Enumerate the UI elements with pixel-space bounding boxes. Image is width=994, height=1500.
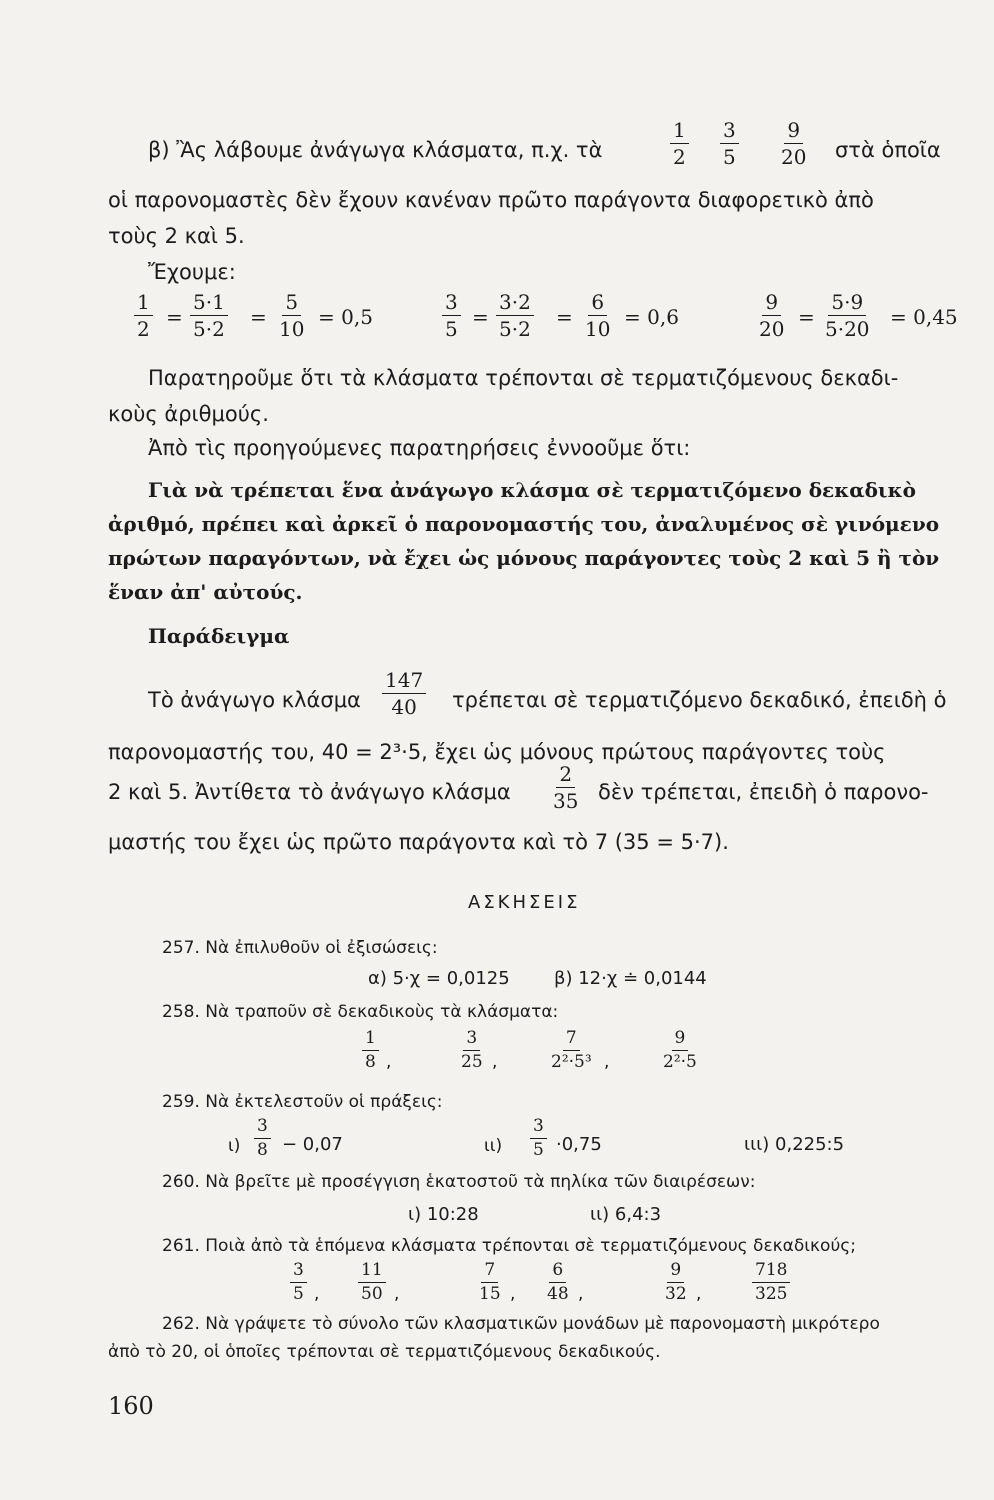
exercise-260-ii: ιι) 6,4:3 <box>590 1204 662 1225</box>
comma: , <box>696 1284 702 1304</box>
exercise-261-frac-4: 6 48 <box>547 1260 569 1304</box>
intro-fraction-1: 1 2 <box>670 120 689 167</box>
comma: , <box>314 1284 320 1304</box>
exercise-259-iii: ιιι) 0,225:5 <box>744 1134 845 1155</box>
eq2-frac-c: 6 10 <box>585 290 611 341</box>
example-fraction-2-35: 2 35 <box>553 762 579 813</box>
comma: , <box>510 1284 516 1304</box>
eq1-frac-c: 5 10 <box>279 290 305 341</box>
exercise-259-i-frac: 3 8 <box>254 1118 271 1159</box>
intro-fraction-2: 3 5 <box>720 120 739 167</box>
eq2-sign-2: = <box>556 305 573 329</box>
exercise-261-frac-2: 11 50 <box>358 1262 386 1303</box>
rule-line-2: ἀριθμό, πρέπει καὶ ἀρκεῖ ὁ παρονομαστής του, ἀναλυμένος σὲ γινόμενο <box>108 512 940 536</box>
exercise-257-b: β) 12·χ ≐ 0,0144 <box>554 968 707 989</box>
eq1-frac-a: 1 2 <box>134 292 153 339</box>
rule-line-3: πρώτων παραγόντων, νὰ ἔχει ὡς μόνους παράγοντες τοὺς 2 καὶ 5 ἢ τὸν <box>108 546 940 570</box>
rule-line-4: ἕναν ἀπ' αὐτούς. <box>108 580 303 604</box>
exercise-258-frac-1: 1 8 <box>362 1030 379 1071</box>
example-line-4: μαστής του ἔχει ὡς πρῶτο παράγοντα καὶ τὸ 7 (35 = 5·7). <box>108 830 729 854</box>
comma: , <box>578 1284 584 1304</box>
exercise-259-i-label: ι) <box>228 1136 241 1156</box>
exercise-258-frac-2: 3 25 <box>461 1028 483 1072</box>
intro-have: Ἔχουμε: <box>148 260 236 284</box>
example-line-3b: δὲν τρέπεται, ἐπειδὴ ὁ παρονο- <box>598 780 929 804</box>
exercise-261-frac-3: 7 15 <box>479 1260 501 1304</box>
rule-line-1: Γιὰ νὰ τρέπεται ἕνα ἀνάγωγο κλάσμα σὲ τερματιζόμενο δεκαδικὸ <box>148 478 916 502</box>
comma: , <box>394 1284 400 1304</box>
observation-line-3: Ἀπὸ τὶς προηγούμενες παρατηρήσεις ἐννοοῦμε ὅτι: <box>148 436 691 460</box>
intro-line-3: τοὺς 2 καὶ 5. <box>108 224 245 248</box>
example-line-3a: 2 καὶ 5. Ἀντίθετα τὸ ἀνάγωγο κλάσμα <box>108 780 511 804</box>
exercise-260-i: ι) 10:28 <box>408 1204 479 1225</box>
comma: , <box>386 1052 392 1072</box>
eq1-result: = 0,5 <box>318 305 373 329</box>
example-heading: Παράδειγμα <box>148 624 290 648</box>
page-number: 160 <box>108 1392 154 1420</box>
comma: , <box>604 1052 610 1072</box>
observation-line-2: κοὺς ἀριθμούς. <box>108 402 269 426</box>
exercise-259-i-rest: − 0,07 <box>282 1134 343 1155</box>
eq1-sign-1: = <box>166 305 183 329</box>
intro-tail: στὰ ὁποῖα <box>835 138 941 162</box>
example-fraction-147-40: 147 40 <box>382 670 426 717</box>
eq2-sign-1: = <box>472 305 489 329</box>
exercise-258-frac-3: 7 2²·5³ <box>551 1028 592 1072</box>
exercise-261-frac-5: 9 32 <box>665 1260 687 1304</box>
exercise-260-label: 260. Νὰ βρεῖτε μὲ προσέγγιση ἑκατοστοῦ τὰ πηλίκα τῶν διαιρέσεων: <box>162 1172 756 1192</box>
eq2-result: = 0,6 <box>624 305 679 329</box>
exercise-259-ii-frac: 3 5 <box>530 1118 547 1159</box>
exercise-262-line-1: 262. Νὰ γράψετε τὸ σύνολο τῶν κλασματικῶν μονάδων μὲ παρονομαστὴ μικρότερο <box>162 1314 880 1334</box>
intro-line-1: β) Ἂς λάβουμε ἀνάγωγα κλάσματα, π.χ. τὰ <box>148 138 603 162</box>
exercise-259-ii-label: ιι) <box>484 1136 503 1156</box>
comma: , <box>492 1052 498 1072</box>
intro-line-2: οἱ παρονομαστὲς δὲν ἔχουν κανέναν πρῶτο παράγοντα διαφορετικὸ ἀπὸ <box>108 188 874 212</box>
observation-line-1: Παρατηροῦμε ὅτι τὰ κλάσματα τρέπονται σὲ τερματιζόμενους δεκαδι- <box>148 366 899 390</box>
exercise-259-label: 259. Νὰ ἐκτελεστοῦν οἱ πράξεις: <box>162 1092 443 1112</box>
exercises-heading: ΑΣΚΗΣΕΙΣ <box>468 892 581 913</box>
eq3-frac-b: 5·9 5·20 <box>825 290 870 341</box>
eq1-sign-2: = <box>250 305 267 329</box>
exercise-257-a: α) 5·χ = 0,0125 <box>368 968 510 989</box>
eq2-frac-b: 3·2 5·2 <box>496 292 534 339</box>
exercise-258-frac-4: 9 2²·5 <box>663 1028 697 1072</box>
eq3-sign-1: = <box>798 305 815 329</box>
exercise-262-line-2: ἀπὸ τὸ 20, οἱ ὁποῖες τρέπονται σὲ τερματιζόμενους δεκαδικούς. <box>108 1342 661 1362</box>
exercise-261-frac-6: 718 325 <box>752 1262 790 1303</box>
intro-fraction-3: 9 20 <box>781 118 807 169</box>
eq2-frac-a: 3 5 <box>442 292 461 339</box>
example-line-1b: τρέπεται σὲ τερματιζόμενο δεκαδικό, ἐπειδὴ ὁ <box>452 688 947 712</box>
example-line-1a: Τὸ ἀνάγωγο κλάσμα <box>148 688 361 712</box>
exercise-261-frac-1: 3 5 <box>290 1262 307 1303</box>
exercise-258-label: 258. Νὰ τραποῦν σὲ δεκαδικοὺς τὰ κλάσματα: <box>162 1002 559 1022</box>
exercise-261-label: 261. Ποιὰ ἀπὸ τὰ ἑπόμενα κλάσματα τρέπονται σὲ τερματιζόμενους δεκαδικούς; <box>162 1236 856 1256</box>
exercise-259-ii-rest: ·0,75 <box>556 1134 602 1155</box>
eq3-frac-a: 9 20 <box>759 290 785 341</box>
example-line-2: παρονομαστής του, 40 = 2³·5, ἔχει ὡς μόνους πρώτους παράγοντες τοὺς <box>108 740 886 764</box>
eq1-frac-b: 5·1 5·2 <box>190 292 228 339</box>
exercise-257-label: 257. Νὰ ἐπιλυθοῦν οἱ ἐξισώσεις: <box>162 938 438 958</box>
eq3-result: = 0,45 <box>890 305 958 329</box>
